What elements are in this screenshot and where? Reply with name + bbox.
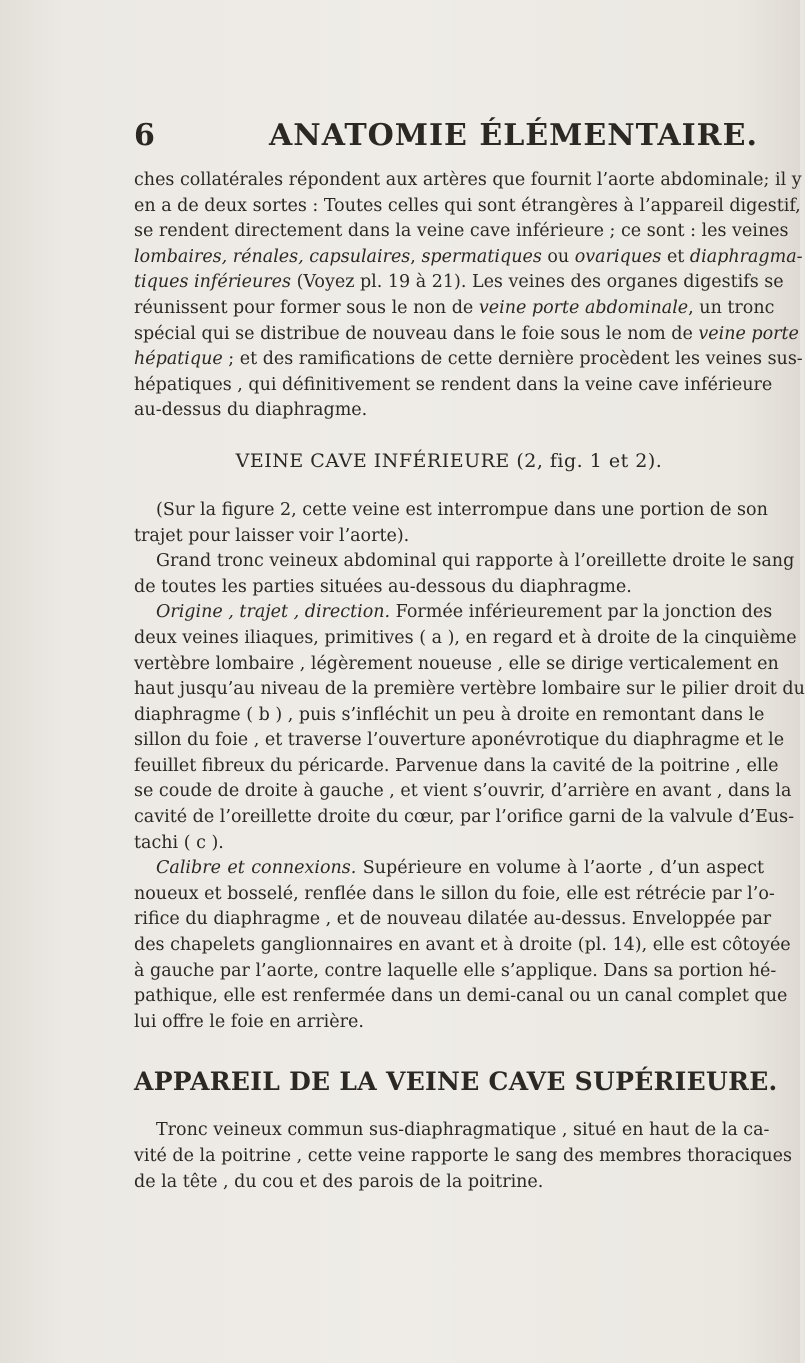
text-line: ches collatérales répondent aux artères que fournit l’aorte abdominale; il y (134, 170, 802, 190)
text-line: hépatiques , qui définitivement se rendent dans la veine cave inférieure (134, 374, 773, 395)
text-column (134, 118, 805, 1195)
text-line (134, 322, 799, 348)
text-fragment: Supérieure en volume à l’aorte , d’un aspect (356, 858, 764, 879)
text-fragment: , un tronc (688, 297, 775, 318)
text-line: deux veines iliaques, primitives ( a ), en regard et à droite de la cinquième (134, 627, 797, 648)
running-title: ANATOMIE ÉLÉMENTAIRE. (269, 118, 758, 153)
italic-term: tiques inférieures (134, 272, 291, 293)
text-line: trajet pour laisser voir l’aorte). (134, 525, 410, 546)
paragraph-label: Calibre et connexions. (156, 858, 357, 879)
text-line: se coude de droite à gauche , et vient s’ouvrir, d’arrière en avant , dans la (134, 781, 792, 802)
text-fragment: ; et des ramifications de cette dernière procèdent les veines sus- (222, 349, 803, 370)
italic-term: hépatique (134, 349, 223, 370)
intro-paragraph (134, 168, 803, 424)
text-fragment: et (661, 246, 690, 267)
definition-paragraph (134, 549, 795, 600)
text-line: vertèbre lombaire , légèrement noueuse , elle se dirige verticalement en (134, 653, 779, 674)
text-line: en a de deux sortes : Toutes celles qui sont étrangères à l’appareil digestif, (134, 195, 801, 216)
text-line: rifice du diaphragme , et de nouveau dilatée au-dessus. Enveloppée par (134, 909, 772, 930)
closing-paragraph (134, 1118, 792, 1195)
text-line: de toutes les parties situées au-dessous du diaphragme. (134, 576, 632, 597)
text-fragment: spécial qui se distribue de nouveau dans le foie sous le nom de (134, 323, 699, 344)
text-line: des chapelets ganglionnaires en avant et à droite (pl. 14), elle est côtoyée (134, 935, 791, 956)
major-heading: APPAREIL DE LA VEINE CAVE SUPÉRIEURE. (134, 1067, 778, 1097)
text-line: noueux et bosselé, renflée dans le sillon du foie, elle est rétrécie par l’o- (134, 883, 775, 904)
text-line (134, 347, 803, 373)
italic-term: diaphragma- (689, 246, 803, 267)
text-line (134, 856, 764, 882)
running-head (134, 118, 764, 164)
text-line (134, 296, 775, 322)
text-line: tachi ( c ). (134, 832, 224, 853)
text-line: de la tête , du cou et des parois de la poitrine. (134, 1171, 544, 1192)
text-line: se rendent directement dans la veine cave inférieure ; ce sont : les veines (134, 221, 789, 242)
text-line: diaphragme ( b ) , puis s’infléchit un peu à droite en remontant dans le (134, 704, 765, 725)
text-line: feuillet fibreux du péricarde. Parvenue dans la cavité de la poitrine , elle (134, 755, 779, 776)
italic-term: veine porte abdominale (478, 297, 689, 318)
page-number: 6 (134, 118, 156, 153)
text-line: au-dessus du diaphragme. (134, 400, 368, 421)
text-fragment: , (410, 246, 422, 267)
text-line: à gauche par l’aorte, contre laquelle elle s’applique. Dans sa portion hé- (134, 960, 777, 981)
text-line: haut jusqu’au niveau de la première vertèbre lombaire sur le pilier droit du (134, 679, 805, 700)
text-line (134, 600, 773, 626)
paragraph-label: Origine , trajet , direction. (156, 602, 391, 623)
text-fragment: (Voyez pl. 19 à 21). Les veines des organes digestifs se (291, 272, 784, 293)
text-fragment: réunissent pour former sous le non de (134, 297, 479, 318)
origin-paragraph (134, 600, 805, 856)
text-line: cavité de l’oreillette droite du cœur, par l’orifice garni de la valvule d’Eus- (134, 807, 795, 828)
text-line: vité de la poitrine , cette veine rapporte le sang des membres thoraciques (134, 1146, 792, 1166)
text-fragment: Formée inférieurement par la jonction des (390, 602, 773, 623)
text-line: pathique, elle est renfermée dans un demi-canal ou un canal complet que (134, 986, 788, 1007)
section-heading: VEINE CAVE INFÉRIEURE (2, fig. 1 et 2). (235, 449, 663, 472)
text-line: Grand tronc veineux abdominal qui rapporte à l’oreillette droite le sang (156, 551, 795, 572)
italic-term: lombaires, rénales, capsulaires (134, 246, 411, 267)
note-paragraph (134, 498, 768, 549)
text-line: Tronc veineux commun sus-diaphragmatique , situé en haut de la ca- (156, 1120, 770, 1141)
text-line: (Sur la figure 2, cette veine est interrompue dans une portion de son (156, 499, 768, 520)
italic-term: ovariques (574, 246, 662, 267)
italic-term: spermatiques (421, 246, 542, 267)
text-line (134, 245, 803, 271)
text-line: lui offre le foie en arrière. (134, 1011, 364, 1032)
caliber-paragraph (134, 856, 791, 1035)
text-line (134, 270, 784, 296)
italic-term: veine porte (698, 323, 799, 344)
text-fragment: ou (541, 246, 575, 267)
text-line: sillon du foie , et traverse l’ouverture aponévrotique du diaphragme et le (134, 730, 785, 751)
